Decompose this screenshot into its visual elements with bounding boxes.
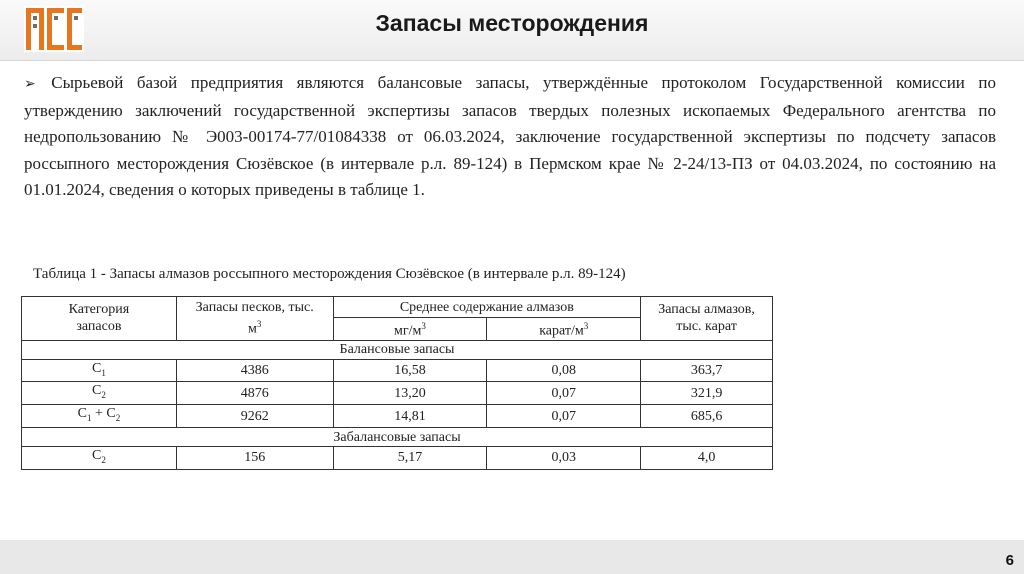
cell-carat: 0,07 [487,382,641,405]
cell-carat: 0,03 [487,447,641,470]
header-sands: Запасы песков, тыс. $м^3$ [176,297,333,341]
cell-category: $C_1$ [22,359,177,382]
table-row [22,447,773,470]
header-carat-unit: карат/$м^3$ [487,318,641,341]
header-avg-content: Среднее содержание алмазов [333,297,641,318]
cell-sands: 4876 [176,382,333,405]
cell-sands: 9262 [176,405,333,428]
section-row-offbalance [22,428,773,447]
cell-mg: 16,58 [333,359,487,382]
intro-paragraph [24,70,996,204]
table-header-row [22,297,773,318]
cell-mg: 5,17 [333,447,487,470]
cell-category: $C_2$ [22,447,177,470]
cell-diamonds: 363,7 [641,359,773,382]
section-row-balance [22,340,773,359]
cell-diamonds: 685,6 [641,405,773,428]
cell-mg: 14,81 [333,405,487,428]
table-caption: Таблица 1 - Запасы алмазов россыпного месторождения Сюзёвское (в интервале р.л. 89-124) [33,266,626,282]
slide-header [0,0,1024,61]
header-mg-unit: $мг/м^3$ [333,318,487,341]
arrow-bullet-icon: ➢ [24,76,36,92]
cell-carat: 0,08 [487,359,641,382]
table-row [22,382,773,405]
intro-text: Сырьевой базой предприятия являются балансовые запасы, утверждённые протоколом Государственной комиссии по утверждению заключений государственной экспертизы запасов твердых полезных ископаемых Федерального агентства по недропользованию № Э003-00174-77/01084338 от 06.03.2024, заключение государственной экспертизы по подсчету запасов россыпного месторождения Сюзёвское (в интервале р.л. 89-124) в Пермском крае № 2-24/13-ПЗ от 04.03.2024, по состоянию на 01.01.2024, сведения о которых приведены в таблице 1. [24,73,996,200]
footer-bar [0,540,1024,574]
cell-category: $C_1 + C_2$ [22,405,177,428]
section-balance-label: Балансовые запасы [22,340,773,359]
intro-block [24,70,996,204]
cell-sands: 4386 [176,359,333,382]
cell-category: $C_2$ [22,382,177,405]
header-diamonds: Запасы алмазов, тыс. карат [641,297,773,341]
cell-carat: 0,07 [487,405,641,428]
header-category: Категория запасов [22,297,177,341]
page-number: 6 [1005,552,1014,569]
cell-diamonds: 4,0 [641,447,773,470]
reserves-table [21,296,773,470]
cell-sands: 156 [176,447,333,470]
cell-mg: 13,20 [333,382,487,405]
slide-title: Запасы месторождения [375,10,649,36]
table-row-total [22,405,773,428]
section-offbalance-label: Забалансовые запасы [22,428,773,447]
cell-diamonds: 321,9 [641,382,773,405]
table-row [22,359,773,382]
